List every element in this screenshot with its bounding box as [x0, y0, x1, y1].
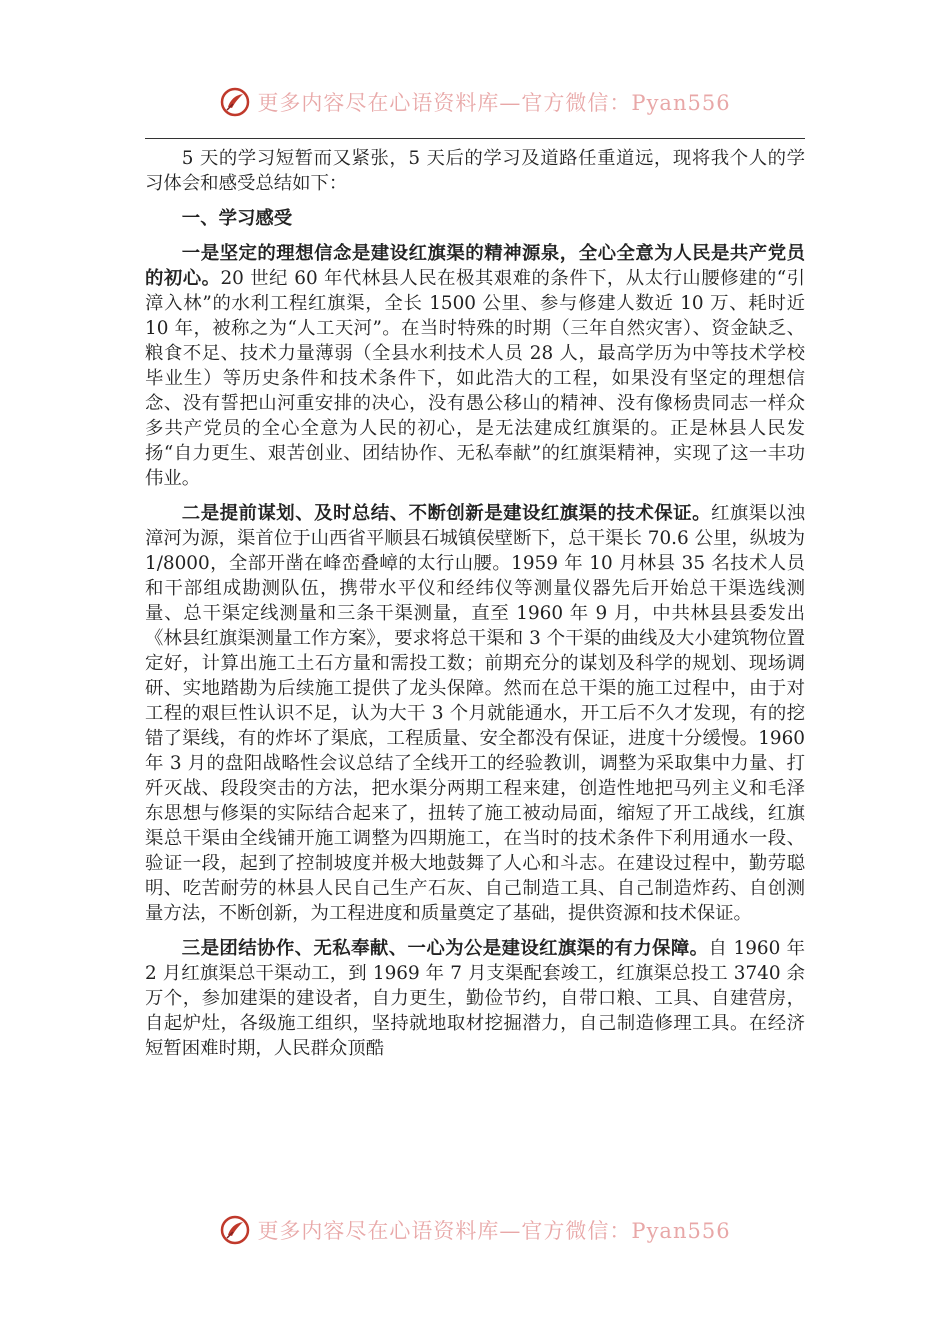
- paragraph-2-text: 红旗渠以浊漳河为源，渠首位于山西省平顺县石城镇侯壁断下，总干渠长 70.6 公里，纵坡为 1/8000，全部开凿在峰峦叠嶂的太行山腰。1959 年 10 月林县 35 名技术人员和干部组成勘测队伍，携带水平仪和经纬仪等测量仪器先后开始总干渠选线测量、总干渠定线测量和三条干渠测量，直至 1960 年 9 月，中共林县县委发出《林县红旗渠测量工作方案》，要求将总干渠和 3 个干渠的曲线及大小建筑物位置定好，计算出施工土石方量和需投工数；前期充分的谋划及科学的规划、现场调研、实地踏勘为后续施工提供了龙头保障。然而在总干渠的施工过程中，由于对工程的艰巨性认识不足，认为大干 3 个月就能通水，开工后不久才发现，有的挖错了渠线，有的炸坏了渠底，工程质量、安全都没有保证，进度十分缓慢。1960 年 3 月的盘阳战略性会议总结了全线开工的经验教训，调整为采取集中力量、打歼灭战、段段突击的方法，把水渠分两期工程来建，创造性地把马列主义和毛泽东思想与修渠的实际结合起来了，扭转了施工被动局面，缩短了开工战线，红旗渠总干渠由全线铺开施工调整为四期施工，在当时的技术条件下利用通水一段、验证一段，起到了控制坡度并极大地鼓舞了人心和斗志。在建设过程中，勤劳聪明、吃苦耐劳的林县人民自己生产石灰、自己制造工具、自己制造炸药、自创测量方法，不断创新，为工程进度和质量奠定了基础，提供资源和技术保证。: [145, 503, 805, 924]
- footer-watermark: [0, 1210, 950, 1250]
- paragraph-1: [145, 241, 805, 491]
- paragraph-3: [145, 936, 805, 1061]
- footer-brand-text: 更多内容尽在心语资料库—官方微信：Pyan556: [257, 1219, 731, 1243]
- header-brand-text: 更多内容尽在心语资料库—官方微信：Pyan556: [257, 91, 731, 115]
- paragraph-1-text: 20 世纪 60 年代林县人民在极其艰难的条件下，从太行山腰修建的“引漳入林”的水利工程红旗渠，全长 1500 公里、参与修建人数近 10 万、耗时近 10 年，被称之为“人工天河”。在当时特殊的时期（三年自然灾害）、资金缺乏、粮食不足、技术力量薄弱（全县水利技术人员 28 人，最高学历为中等技术学校毕业生）等历史条件和技术条件下，如此浩大的工程，如果没有坚定的理想信念、没有誓把山河重安排的决心，没有愚公移山的精神、没有像杨贵同志一样众多共产党员的全心全意为人民的初心，是无法建成红旗渠的。正是林县人民发扬“自力更生、艰苦创业、团结协作、无私奉献”的红旗渠精神，实现了这一丰功伟业。: [145, 268, 805, 489]
- brand-logo-icon: [219, 1214, 251, 1246]
- brand-logo-icon: [219, 86, 251, 118]
- paragraph-1-lead: 一是坚定的理想信念是建设红旗渠的精神源泉，全心全意为人民是共产党员的初心。: [145, 243, 805, 289]
- document-body: [145, 146, 805, 1061]
- paragraph-3-lead: 三是团结协作、无私奉献、一心为公是建设红旗渠的有力保障。: [181, 938, 709, 959]
- header-watermark: [0, 82, 950, 122]
- paragraph-2-lead: 二是提前谋划、及时总结、不断创新是建设红旗渠的技术保证。: [181, 503, 711, 524]
- header-divider: [145, 138, 805, 139]
- section-heading: 一、学习感受: [181, 208, 293, 229]
- paragraph-3-text: 自 1960 年 2 月红旗渠总干渠动工，到 1969 年 7 月支渠配套竣工，红旗渠总投工 3740 余万个，参加建渠的建设者，自力更生，勤俭节约，自带口粮、工具、自建营房，自起炉灶，各级施工组织，坚持就地取材挖掘潜力，自己制造修理工具。在经济短暂困难时期，人民群众顶酷: [145, 938, 805, 1059]
- intro-paragraph: 5 天的学习短暂而又紧张，5 天后的学习及道路任重道远，现将我个人的学习体会和感受总结如下：: [145, 148, 805, 194]
- paragraph-2: [145, 501, 805, 926]
